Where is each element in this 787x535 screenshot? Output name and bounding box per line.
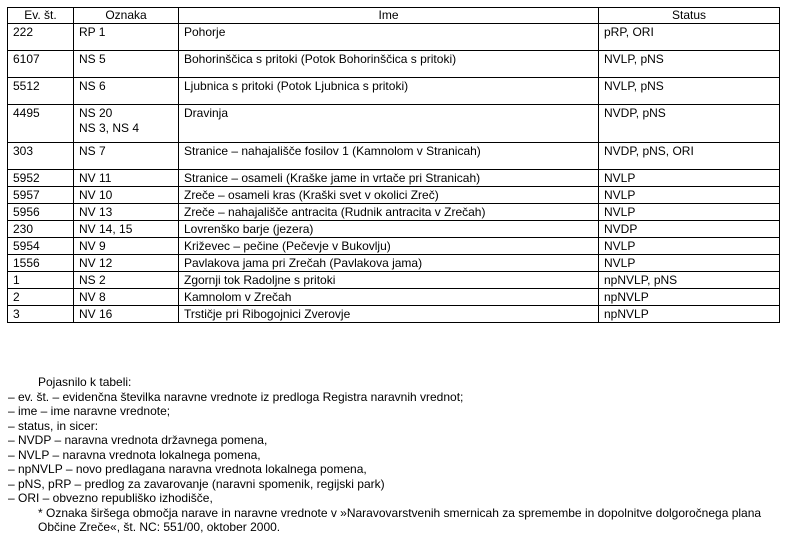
cell-status: npNVLP [599,306,780,323]
oznaka-line: NV 10 [79,188,113,202]
cell-status: NVDP [599,221,780,238]
cell-oznaka [74,187,179,204]
cell-ev-st: 1556 [8,255,74,272]
cell-oznaka [74,238,179,255]
cell-oznaka [74,255,179,272]
cell-ev-st: 4495 [8,105,74,143]
cell-ime: Ljubnica s pritoki (Potok Ljubnica s pritoki) [179,78,599,105]
cell-status: NVLP [599,255,780,272]
cell-ev-st: 2 [8,289,74,306]
table-header-row [8,8,780,24]
cell-ev-st: 5957 [8,187,74,204]
oznaka-line: NS 5 [79,52,106,66]
table-row [8,78,780,105]
oznaka-line: NV 12 [79,256,113,270]
cell-ime: Stranice – nahajališče fosilov 1 (Kamnolom v Stranicah) [179,143,599,170]
cell-oznaka [74,78,179,105]
header-ev-st: Ev. št. [8,8,74,24]
cell-oznaka [74,221,179,238]
cell-ime: Trstičje pri Ribogojnici Zverovje [179,306,599,323]
cell-status: NVLP [599,170,780,187]
oznaka-line: NV 13 [79,205,113,219]
oznaka-line: NS 6 [79,79,106,93]
table-row [8,24,780,51]
table-row [8,204,780,221]
table-row [8,221,780,238]
cell-oznaka [74,143,179,170]
cell-status: pRP, ORI [599,24,780,51]
cell-oznaka [74,51,179,78]
oznaka-line: NV 11 [79,171,112,185]
cell-ime: Pavlakova jama pri Zrečah (Pavlakova jama) [179,255,599,272]
cell-ev-st: 5956 [8,204,74,221]
cell-status: NVDP, pNS [599,105,780,143]
table-row [8,255,780,272]
natural-values-table [7,7,780,323]
cell-ime: Križevec – pečine (Pečevje v Bukovlju) [179,238,599,255]
table-row [8,105,780,143]
oznaka-line: NS 7 [79,144,106,158]
cell-ev-st: 5954 [8,238,74,255]
cell-status: npNVLP [599,289,780,306]
legend-item: – ORI – obvezno republiško izhodišče, [8,491,213,505]
table-row [8,306,780,323]
cell-oznaka [74,272,179,289]
table-row [8,289,780,306]
table-legend [8,375,783,535]
cell-ime: Zgornji tok Radoljne s pritoki [179,272,599,289]
cell-oznaka [74,289,179,306]
cell-ev-st: 6107 [8,51,74,78]
cell-oznaka [74,170,179,187]
oznaka-line: NV 9 [79,239,106,253]
cell-ime: Kamnolom v Zrečah [179,289,599,306]
legend-item: – ev. št. – evidenčna številka naravne vrednote iz predloga Registra naravnih vrednot; [8,389,464,404]
cell-ime: Bohorinščica s pritoki (Potok Bohorinščica s pritoki) [179,51,599,78]
oznaka-line: NS 20 [79,106,113,120]
cell-ev-st: 5952 [8,170,74,187]
cell-oznaka [74,105,179,143]
table-row [8,238,780,255]
cell-ev-st: 222 [8,24,74,51]
header-status: Status [599,8,780,24]
cell-status: NVDP, pNS, ORI [599,143,780,170]
header-oznaka: Oznaka [74,8,179,24]
cell-status: NVLP [599,238,780,255]
cell-ime: Zreče – osameli kras (Kraški svet v okolici Zreč) [179,187,599,204]
cell-status: NVLP, pNS [599,78,780,105]
legend-item: – NVLP – naravna vrednota lokalnega pomena, [8,447,261,462]
oznaka-line: NS 3, NS 4 [79,121,140,135]
oznaka-line: NV 16 [79,307,113,321]
legend-item: – pNS, pRP – predlog za zavarovanje (naravni spomenik, regijski park) [8,476,385,491]
cell-ime: Pohorje [179,24,599,51]
oznaka-line: NS 2 [79,273,106,287]
legend-item: – npNVLP – novo predlagana naravna vrednota lokalnega pomena, [8,462,367,476]
cell-ime: Dravinja [179,105,599,143]
legend-items [8,390,783,506]
cell-ime: Stranice – osameli (Kraške jame in vrtače pri Stranicah) [179,170,599,187]
cell-oznaka [74,24,179,51]
cell-ime: Zreče – nahajališče antracita (Rudnik antracita v Zrečah) [179,204,599,221]
legend-item: – ime – ime naravne vrednote; [8,404,171,418]
cell-ime: Lovrenško barje (jezera) [179,221,599,238]
cell-status: NVLP, pNS [599,51,780,78]
cell-status: NVLP [599,187,780,204]
cell-ev-st: 5512 [8,78,74,105]
cell-oznaka [74,306,179,323]
cell-ev-st: 1 [8,272,74,289]
table-row [8,143,780,170]
oznaka-line: NV 8 [79,290,106,304]
header-ime: Ime [179,8,599,24]
cell-ev-st: 3 [8,306,74,323]
cell-ev-st: 303 [8,143,74,170]
oznaka-line: NV 14, 15 [79,222,133,236]
table-row [8,187,780,204]
cell-ev-st: 230 [8,221,74,238]
oznaka-line: RP 1 [79,25,106,39]
legend-item: – status, in sicer: [8,418,99,433]
cell-status: NVLP [599,204,780,221]
legend-title: Pojasnilo k tabeli: [38,375,132,389]
cell-oznaka [74,204,179,221]
table-row [8,170,780,187]
legend-item: – NVDP – naravna vrednota državnega pomena, [8,433,268,447]
table-row [8,51,780,78]
footnote: * Oznaka širšega območja narave in naravne vrednote v »Naravovarstvenih smernicah za spremembe in dopolnitve dolgoročnega plana Občine Zreče«, št. NC: 551/00, oktober 2000. [38,505,762,534]
cell-status: npNVLP, pNS [599,272,780,289]
table-body [8,24,780,323]
table-row [8,272,780,289]
